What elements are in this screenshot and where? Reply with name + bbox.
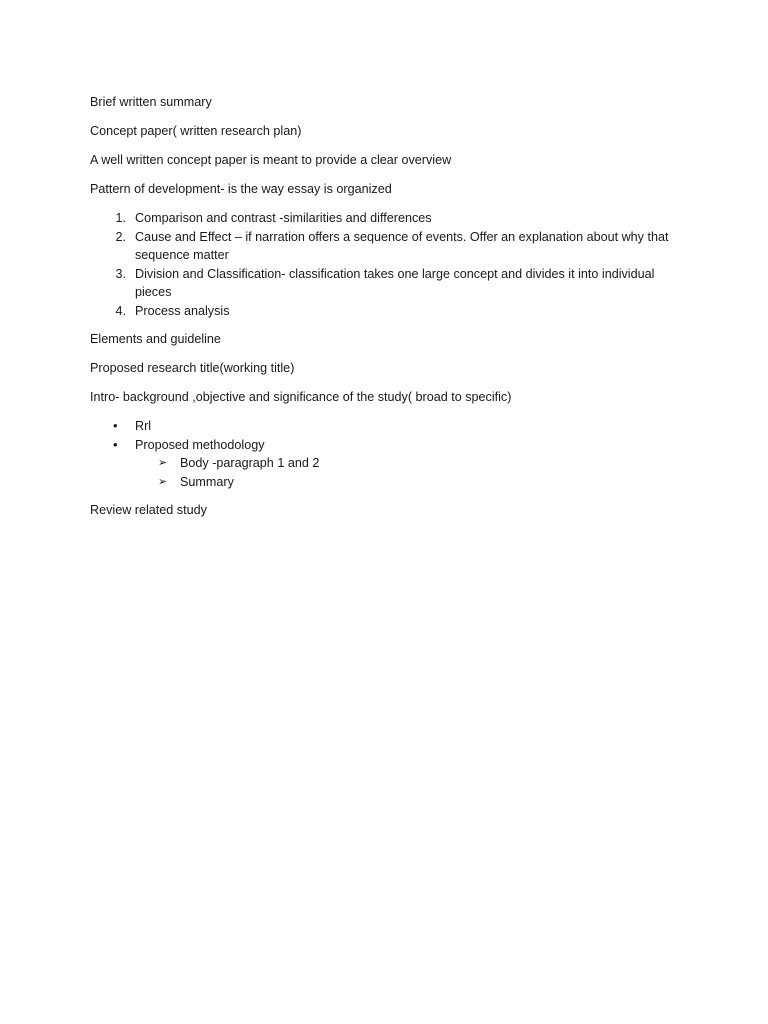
sublist-item — [135, 454, 690, 473]
list-item-text: Division and Classification- classification takes one large concept and divides it into individual pieces — [135, 266, 655, 299]
list-item-text: Proposed methodology — [135, 437, 265, 452]
list-number: 2. — [115, 229, 126, 244]
sublist-item-text: Summary — [180, 474, 234, 489]
list-item-text: Rrl — [135, 419, 152, 433]
paragraph-concept-paper: Concept paper( written research plan) — [90, 124, 302, 138]
numbered-list — [90, 209, 690, 320]
list-item — [90, 265, 690, 302]
sublist-item-text: Body -paragraph 1 and 2 — [180, 456, 320, 470]
paragraph-brief-summary: Brief written summary — [90, 95, 212, 109]
paragraph-review-related-study: Review related study — [90, 503, 207, 517]
paragraph-intro: Intro- background ,objective and significance of the study( broad to specific) — [90, 390, 512, 404]
list-item-text: Process analysis — [135, 303, 230, 318]
bullet-list — [90, 417, 690, 491]
list-item — [90, 302, 690, 321]
list-number: 1. — [115, 211, 126, 225]
document-body — [90, 93, 690, 530]
list-item-text: Comparison and contrast -similarities and differences — [135, 211, 432, 225]
bullet-dot-icon: • — [113, 436, 118, 452]
list-item — [90, 209, 690, 228]
arrow-bullet-icon: ➢ — [158, 457, 168, 469]
list-item — [90, 436, 690, 492]
paragraph-overview: A well written concept paper is meant to provide a clear overview — [90, 153, 452, 167]
bullet-dot-icon: • — [113, 418, 118, 433]
paragraph-proposed-title: Proposed research title(working title) — [90, 361, 295, 375]
sublist-item — [135, 473, 690, 492]
list-item-text: Cause and Effect – if narration offers a sequence of events. Offer an explanation about why that sequence matter — [135, 229, 669, 262]
list-item — [90, 417, 690, 436]
list-number: 4. — [115, 303, 126, 318]
list-number: 3. — [115, 266, 126, 281]
list-item — [90, 228, 690, 265]
paragraph-pattern-of-development: Pattern of development- is the way essay is organized — [90, 182, 392, 196]
paragraph-elements-guideline: Elements and guideline — [90, 332, 221, 346]
arrow-bullet-icon: ➢ — [158, 475, 168, 488]
arrow-sublist — [135, 454, 690, 491]
